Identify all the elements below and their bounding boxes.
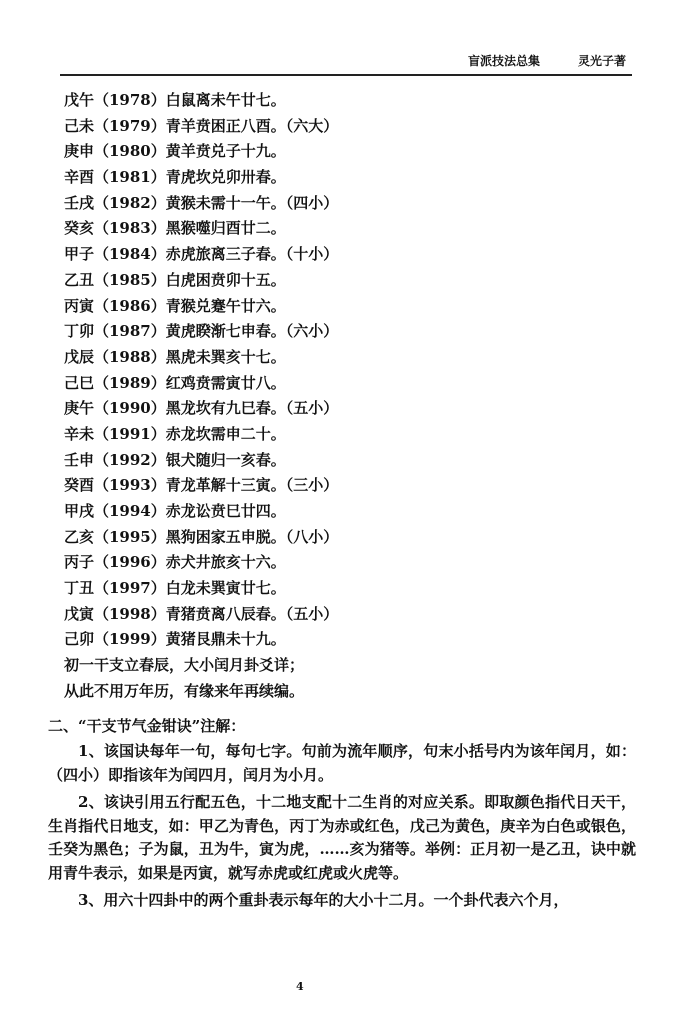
paragraph: 3、用六十四卦中的两个重卦表示每年的大小十二月。一个卦代表六个月，	[78, 891, 569, 909]
verse-line: 癸酉（1993）青龙革解十三寅。（三小）	[64, 476, 339, 495]
verse-line: 丁丑（1997）白龙未巽寅廿七。	[64, 579, 286, 598]
verse-line: 壬申（1992）银犬随归一亥春。	[64, 450, 286, 469]
page-number: 4	[296, 980, 304, 993]
verse-line: 乙亥（1995）黑狗困家五申脱。（八小）	[64, 527, 339, 546]
verse-line: 丙子（1996）赤犬井旅亥十六。	[64, 553, 286, 572]
verse-line: 从此不用万年历，有缘来年再续编。	[64, 681, 305, 700]
verse-line: 己未（1979）青羊贲困正八酉。（六大）	[64, 116, 339, 135]
verse-line: 癸亥（1983）黑猴噬归酉廿二。	[64, 219, 286, 238]
header-author: 灵光子著	[577, 54, 626, 68]
verse-line: 甲子（1984）赤虎旅离三子春。（十小）	[64, 245, 339, 264]
verse-line: 辛酉（1981）青虎坎兑卯卅春。	[64, 168, 286, 187]
verse-list	[64, 88, 624, 705]
verse-line: 戊午（1978）白鼠离未午廿七。	[64, 91, 286, 109]
verse-line: 己巳（1989）红鸡贲需寅廿八。	[64, 373, 286, 392]
verse-line: 己卯（1999）黄猪艮鼎未十九。	[64, 630, 286, 649]
section-title: 二、“干支节气金钳诀”注解：	[48, 717, 246, 735]
running-header	[60, 44, 632, 76]
verse-line: 庚申（1980）黄羊贲兑子十九。	[64, 142, 286, 161]
verse-line: 戊辰（1988）黑虎未巽亥十七。	[64, 347, 286, 366]
verse-line: 丙寅（1986）青猴兑蹇午廿六。	[64, 296, 286, 315]
paragraph: 1、该国诀每年一句，每句七字。句前为流年顺序，句末小括号内为该年闰月，如：（四小）即指该年为闰四月，闰月为小月。	[48, 742, 636, 784]
explanation-section	[48, 712, 636, 917]
header-book-title: 盲派技法总集	[467, 54, 540, 68]
verse-line: 辛未（1991）赤龙坎需申二十。	[64, 424, 286, 443]
verse-line: 庚午（1990）黑龙坎有九巳春。（五小）	[64, 399, 339, 418]
verse-line: 壬戌（1982）黄猴未需十一午。（四小）	[64, 193, 339, 212]
verse-line: 丁卯（1987）黄虎睽渐七申春。（六小）	[64, 322, 339, 341]
verse-line: 甲戌（1994）赤龙讼贲巳廿四。	[64, 502, 286, 520]
verse-line: 初一干支立春辰，大小闰月卦爻详；	[64, 656, 305, 675]
verse-line: 戊寅（1998）青猪贲离八辰春。（五小）	[64, 604, 339, 623]
paragraph: 2、该诀引用五行配五色，十二地支配十二生肖的对应关系。即取颜色指代日天干，生肖指代日地支，如：甲乙为青色，丙丁为赤或红色，戊己为黄色，庚辛为白色或银色，壬癸为黑色；子为鼠，丑为牛，寅为虎，……亥为猪等。举例：正月初一是乙丑，诀中就用青牛表示，如果是丙寅，就写赤虎或红虎或火虎等。	[48, 793, 636, 882]
verse-line: 乙丑（1985）白虎困贲卯十五。	[64, 270, 286, 289]
